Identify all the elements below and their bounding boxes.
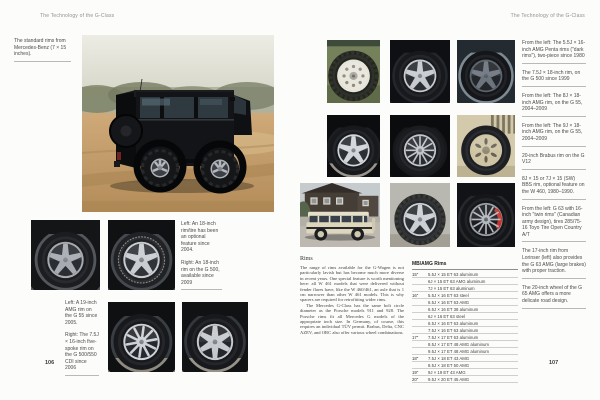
rim-size-cell: 19" — [412, 369, 419, 375]
hero-photo-g-class-on-sand — [82, 35, 274, 212]
wheel-photo-amg-dark — [457, 40, 515, 103]
rim-spec-cell: 8.5J × 18 ET 50 AMG — [428, 362, 470, 368]
rims-paragraph-2: The Mercedes G-Class has the same bolt circle diameter as the Porsche models 911 and 928. The Porsche rims fit all Mercedes G models of the appropriate inch size. In Germany, of course, this requires an individual TÜV permit. Brabus, Delta, CNC AZEV, and ORC also offer various wheel combinations. — [300, 302, 404, 335]
rim-table-row — [412, 341, 518, 348]
wheel-photo-lorinser-17 — [390, 183, 450, 247]
rim-size-cell: 20" — [412, 376, 419, 382]
rim-size-cell: 18" — [412, 355, 419, 361]
rim-table-row — [412, 376, 518, 383]
rims-article-title: Rims — [300, 256, 313, 262]
rim-table-row — [412, 348, 518, 355]
page-number-right: 107 — [549, 360, 559, 366]
rim-spec-cell: 9.5J × 17 ET 48 AMG aluminum — [428, 348, 489, 354]
photo-cream-g-class-house — [300, 183, 380, 247]
right-column-caption: The 7.5J × 18-inch rim, on the G 500 since 1999 — [522, 70, 586, 87]
rim-table-row — [412, 327, 518, 334]
caption-19-inch-amg: Left: A 19-inch AMG rim on the G 55 since 2005. — [65, 300, 98, 326]
rims-article — [300, 256, 404, 335]
rim-spec-cell: 9.5J × 20 ET 45 AMG — [428, 376, 470, 382]
rim-table-row — [412, 320, 518, 327]
rim-spec-cell: 7J × 15 ET 63 aluminum — [428, 285, 475, 291]
right-column-caption: The 17-inch rim from Lorinser (left) also provides the G 63 AMG (large brakes) with proper traction. — [522, 248, 586, 278]
right-column-caption: 20-inch Brabus rim on the G V12 — [522, 153, 586, 170]
intro-caption: The standard rims from Mercedes-Benz (7 × 15 inches). — [14, 38, 71, 62]
rim-table-row — [412, 362, 518, 369]
rim-spec-cell: 5.5J × 16 ET 63 steel — [428, 292, 469, 298]
rim-spec-cell: 6J × 16 ET 63 steel — [428, 313, 466, 319]
running-header-left: The Technology of the G-Class — [40, 13, 115, 19]
rim-table-row — [412, 285, 518, 292]
rim-table-body — [412, 271, 518, 383]
rims-paragraph-1: The range of rims available for the G-Wagen is not particularly lavish but has become much more diverse in recent years. One special feature is worth mentioning here: all W 461 models that were delivered without fender flares have, like the W 460/461, an axle that is 1 cm narrower than other W 461 models. This is why spacers are required for retrofitting wider rims. — [300, 265, 404, 303]
rim-table-row — [412, 306, 518, 313]
rim-spec-cell: 6.5J × 16 ET 38 aluminum — [428, 306, 479, 312]
wheel-photo-amg-18 — [327, 115, 380, 177]
rim-spec-cell: 6.5J × 16 ET 63 AMG — [428, 299, 470, 305]
mid-captions — [181, 221, 222, 296]
rim-spec-cell: 7.5J × 17 ET 63 aluminum — [428, 334, 479, 340]
rim-table-row — [412, 334, 518, 341]
wheel-photo-g65-red-caliper — [457, 183, 515, 247]
rim-table — [412, 261, 518, 383]
right-column-caption: The 20-inch wheel of the G 65 AMG offers a more delicate road design. — [522, 285, 586, 309]
rim-table-row — [412, 313, 518, 320]
bottom-captions — [65, 300, 99, 382]
right-column-caption: From the left: The 9J × 18-inch AMG rim, on the G 55, 2004–2009 — [522, 123, 586, 147]
wheel-photo-18-inch-left — [31, 220, 100, 290]
rim-spec-cell: 8.5J × 17 ET 48 AMG aluminum — [428, 341, 489, 347]
rim-table-title: MB/AMG Rims — [412, 261, 518, 270]
rim-table-row — [412, 355, 518, 362]
rim-table-row — [412, 369, 518, 376]
wheel-photo-18-inch-right — [108, 220, 175, 290]
wheel-photo-steel-rim — [327, 40, 380, 103]
rim-spec-cell: 5.5J × 15 ET 63 aluminum — [428, 271, 479, 277]
right-column-caption: From the left: The 8J × 18-inch AMG rim, on the G 55, 2004–2009 — [522, 93, 586, 117]
caption-16-inch-rim: Right: The 7.5J × 16-inch five-spoke rim on the G 500/550 CDI since 2006 — [65, 332, 99, 376]
rim-table-row — [412, 278, 518, 285]
rim-table-row — [412, 292, 518, 299]
caption-18-inch-right: Right: An 18-inch rim on the G 500, available since 2009 — [181, 260, 222, 290]
right-column-caption: From the left: G 63 with 16-inch "twin rims" (Canadian army design), tires 285/75-16 Toyo Tire Open Country A/T — [522, 206, 586, 243]
wheel-photo-16-inch-six-spoke — [182, 302, 248, 372]
rim-spec-cell: 6J × 15 ET 63 AMG aluminum — [428, 278, 486, 284]
rim-size-cell: 16" — [412, 292, 419, 298]
rim-size-cell: 17" — [412, 334, 419, 340]
right-column-caption: From the left: The 5.5J × 16-inch AMG Penta rims ("dark rims"), two-piece since 1980 — [522, 40, 586, 64]
rim-spec-cell: 7.5J × 18 ET 43 AMG — [428, 355, 470, 361]
caption-18-inch-left: Left: An 18-inch rim/tire has been an optional feature since 2004. — [181, 221, 219, 254]
right-column-caption: 8J × 15 or 7J × 15 (SW) BBS rim, optional feature on the W 460, 1980–1990. — [522, 176, 586, 200]
rim-spec-cell: 7.5J × 16 ET 63 aluminum — [428, 327, 479, 333]
wheel-photo-19-inch-amg — [108, 302, 175, 372]
rim-spec-cell: 6.5J × 16 ET 63 aluminum — [428, 320, 479, 326]
page-number-left: 106 — [45, 360, 55, 366]
wheel-photo-brabus-20 — [390, 115, 450, 177]
rim-table-row — [412, 271, 518, 278]
wheel-photo-18-inch-g500 — [390, 40, 450, 103]
right-caption-column — [522, 40, 586, 315]
running-header-right: The Technology of the G-Class — [510, 13, 585, 19]
rim-spec-cell: 9J × 19 ET 43 AMG — [428, 369, 466, 375]
rim-size-cell: 15" — [412, 271, 419, 277]
wheel-photo-military-twin-rim — [457, 115, 515, 177]
rim-table-row — [412, 299, 518, 306]
